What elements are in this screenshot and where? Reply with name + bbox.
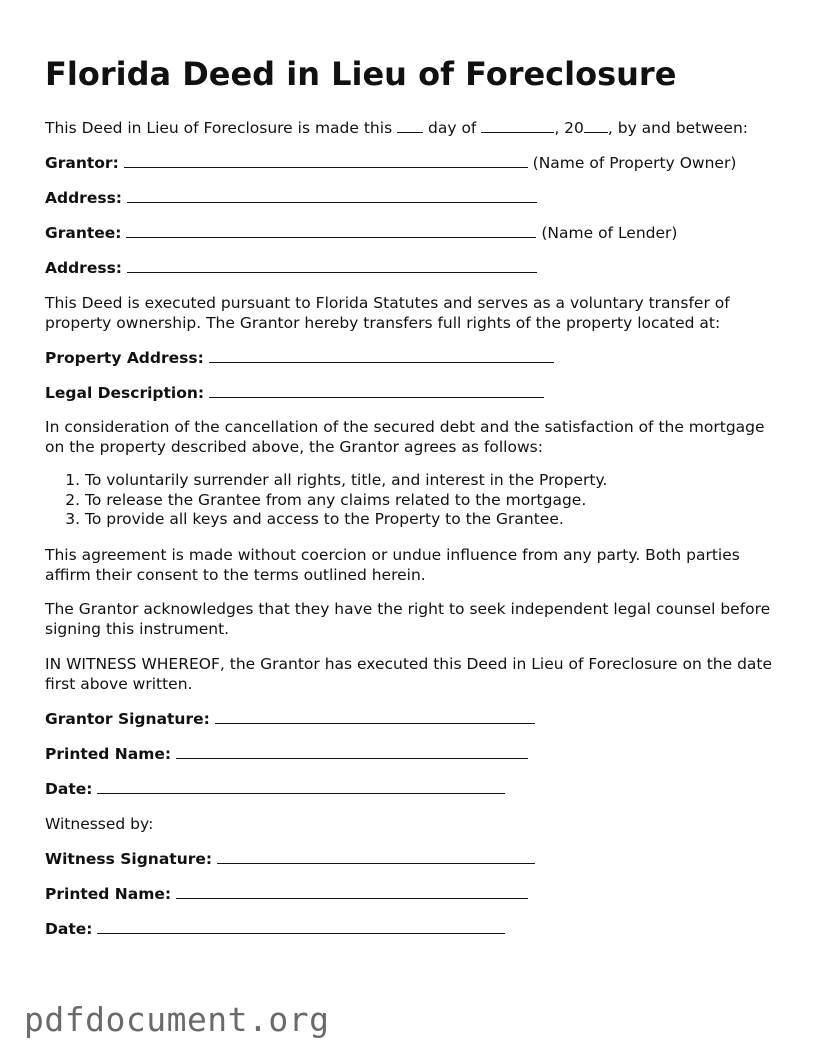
- grantor-date-label: Date:: [45, 780, 93, 798]
- grantee-label: Grantee:: [45, 224, 122, 242]
- grantee-field[interactable]: [126, 223, 536, 238]
- property-address-label: Property Address:: [45, 349, 204, 367]
- witness-printed-name-label: Printed Name:: [45, 885, 172, 903]
- year-blank[interactable]: [584, 118, 608, 133]
- counsel-paragraph: The Grantor acknowledges that they have the right to seek independent legal counsel before signing this instrument.: [45, 600, 771, 638]
- intro-line: [45, 118, 748, 138]
- witness-date-row: [45, 919, 505, 939]
- grantor-label: Grantor:: [45, 154, 119, 172]
- grantor-printed-name-row: [45, 744, 528, 764]
- terms-list: [45, 471, 607, 530]
- list-item: 2. To release the Grantee from any claims related to the mortgage.: [85, 491, 607, 511]
- witness-printed-name-row: [45, 884, 528, 904]
- grantor-signature-label: Grantor Signature:: [45, 710, 210, 728]
- grantee-row: [45, 223, 677, 243]
- grantor-field[interactable]: [124, 153, 528, 168]
- witness-signature-field[interactable]: [217, 849, 535, 864]
- witness-printed-name-field[interactable]: [176, 884, 528, 899]
- legal-description-label: Legal Description:: [45, 384, 205, 402]
- legal-description-field[interactable]: [209, 383, 544, 398]
- intro-text-3: , 20: [554, 119, 584, 137]
- coercion-paragraph: This agreement is made without coercion or undue influence from any party. Both parties affirm their consent to the terms outlined herein.: [45, 546, 740, 584]
- grantor-date-row: [45, 779, 505, 799]
- grantor-signature-field[interactable]: [215, 709, 535, 724]
- watermark: pdfdocument.org: [24, 1000, 330, 1039]
- witness-signature-row: [45, 849, 535, 869]
- grantor-printed-name-field[interactable]: [176, 744, 528, 759]
- witness-date-field[interactable]: [97, 919, 505, 934]
- grantee-address-field[interactable]: [127, 258, 537, 273]
- grantee-note: (Name of Lender): [541, 224, 678, 242]
- grantor-address-field[interactable]: [127, 188, 537, 203]
- witnessed-by: Witnessed by:: [45, 815, 154, 833]
- intro-text-4: , by and between:: [607, 119, 749, 137]
- grantor-address-row: [45, 188, 537, 208]
- witness-signature-label: Witness Signature:: [45, 850, 213, 868]
- grantor-printed-name-label: Printed Name:: [45, 745, 172, 763]
- document-title: Florida Deed in Lieu of Foreclosure: [45, 55, 677, 93]
- grantor-date-field[interactable]: [97, 779, 505, 794]
- witness-date-label: Date:: [45, 920, 93, 938]
- day-blank[interactable]: [397, 118, 423, 133]
- legal-description-row: [45, 383, 544, 403]
- list-item: 1. To voluntarily surrender all rights, title, and interest in the Property.: [85, 471, 607, 491]
- consideration-paragraph: In consideration of the cancellation of the secured debt and the satisfaction of the mortgage on the property described above, the Grantor agrees as follows:: [45, 418, 765, 456]
- grantee-address-row: [45, 258, 537, 278]
- grantor-note: (Name of Property Owner): [532, 154, 737, 172]
- month-blank[interactable]: [481, 118, 554, 133]
- grantee-address-label: Address:: [45, 259, 122, 277]
- grantor-row: [45, 153, 736, 173]
- statute-paragraph: This Deed is executed pursuant to Florida Statutes and serves as a voluntary transfer of property ownership. The Grantor hereby transfers full rights of the property located at:: [45, 294, 730, 332]
- property-address-row: [45, 348, 554, 368]
- grantor-signature-row: [45, 709, 535, 729]
- list-item: 3. To provide all keys and access to the Property to the Grantee.: [85, 510, 607, 530]
- witness-whereof-paragraph: IN WITNESS WHEREOF, the Grantor has executed this Deed in Lieu of Foreclosure on the date first above written.: [45, 655, 773, 693]
- intro-text-2: day of: [423, 119, 482, 137]
- grantor-address-label: Address:: [45, 189, 122, 207]
- intro-text-1: This Deed in Lieu of Foreclosure is made this: [45, 119, 398, 137]
- property-address-field[interactable]: [209, 348, 554, 363]
